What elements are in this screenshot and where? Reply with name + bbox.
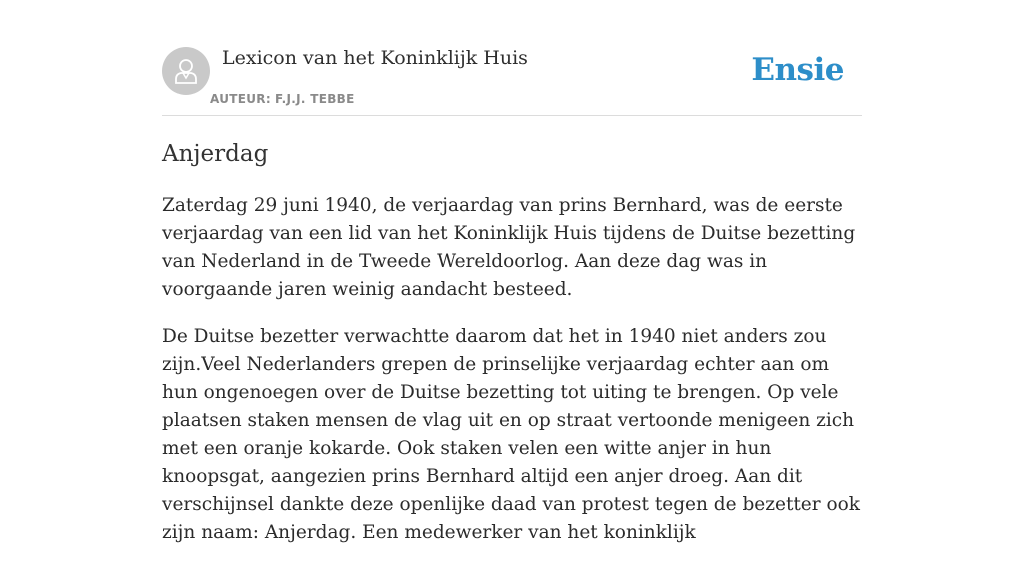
article-body xyxy=(162,192,866,566)
header-divider xyxy=(162,115,862,116)
brand-logo[interactable]: Ensie xyxy=(751,52,844,88)
book-title[interactable]: Lexicon van het Koninklijk Huis xyxy=(222,47,528,69)
author-prefix: AUTEUR: xyxy=(210,92,271,106)
avatar[interactable] xyxy=(162,47,210,95)
author-line xyxy=(210,92,355,106)
article-paragraph: De Duitse bezetter verwachtte daarom dat het in 1940 niet anders zou zijn.Veel Nederlanders grepen de prinselijke verjaardag echter aan om hun ongenoegen over de Duitse bezetting tot uiting te brengen. Op vele plaatsen staken mensen de vlag uit en op straat vertoonde menigeen zich met een oranje kokarde. Ook staken velen een witte anjer in hun knoopsgat, aangezien prins Bernhard altijd een anjer droeg. Aan dit verschijnsel dankte deze openlijke daad van protest tegen de bezetter ook zijn naam: Anjerdag. Een medewerker van het koninklijk xyxy=(162,326,860,543)
article-title: Anjerdag xyxy=(162,141,269,167)
user-silhouette-icon xyxy=(171,56,201,86)
header xyxy=(162,46,862,116)
article-paragraph: Zaterdag 29 juni 1940, de verjaardag van prins Bernhard, was de eerste verjaardag van een lid van het Koninklijk Huis tijdens de Duitse bezetting van Nederland in de Tweede Wereldoorlog. Aan deze dag was in voorgaande jaren weinig aandacht besteed. xyxy=(162,195,856,300)
author-name[interactable]: F.J.J. TEBBE xyxy=(274,92,355,106)
